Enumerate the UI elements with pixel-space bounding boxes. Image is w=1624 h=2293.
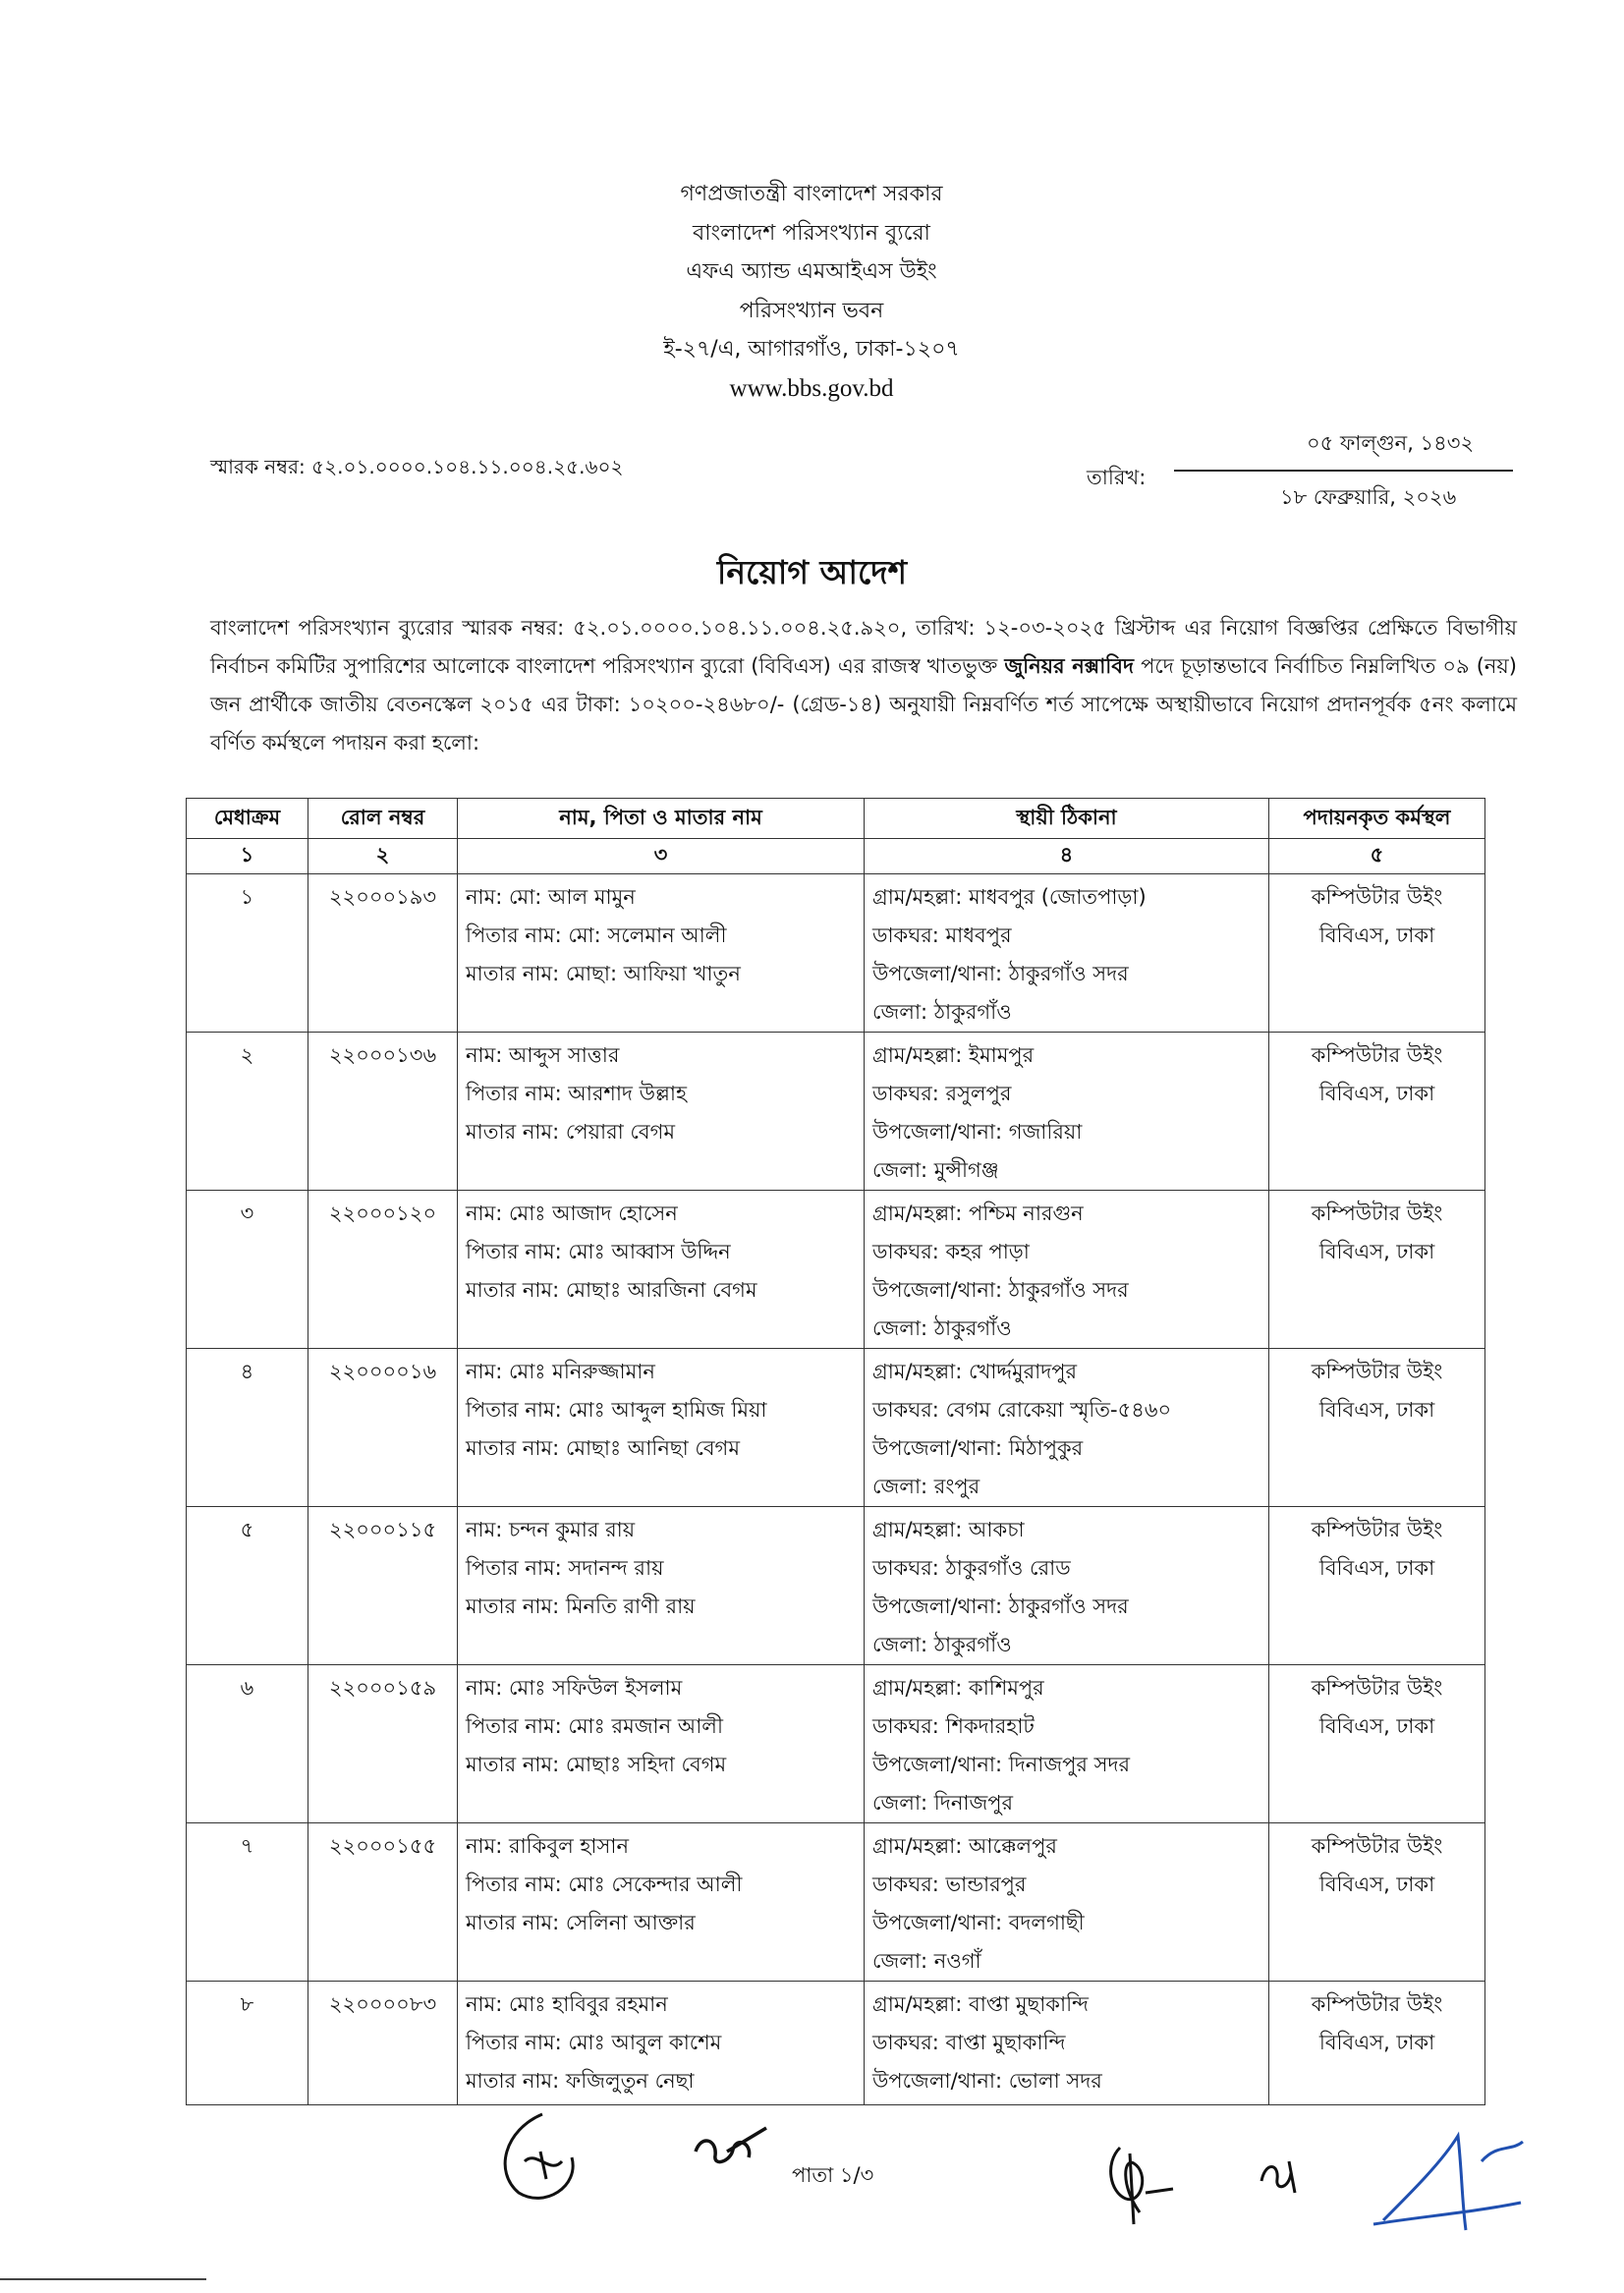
cell-roll: ২২০০০১৫৯ [308, 1665, 458, 1823]
header-merit: মেধাক্রম [187, 799, 308, 839]
workplace-office: বিবিএস, ঢাকা [1318, 1873, 1435, 1896]
address-district: জেলা: নওগাঁ [872, 1949, 981, 1973]
address-post-office: ডাকঘর: শিকদারহাট [872, 1714, 1035, 1738]
cell-address [865, 1982, 1269, 2105]
bottom-edge-line [0, 2278, 206, 2280]
candidate-name: নাম: মো: আল মামুন [466, 885, 636, 909]
workplace-office: বিবিএস, ঢাকা [1318, 2031, 1435, 2054]
blue-signature [1364, 2122, 1531, 2240]
header-line-bureau: বাংলাদেশ পরিসংখ্যান ব্যুরো [693, 220, 930, 246]
candidate-name: নাম: মোঃ মনিরুজ্জামান [466, 1360, 655, 1383]
candidate-name: নাম: মোঃ আজাদ হোসেন [466, 1202, 678, 1225]
appointment-table [186, 798, 1485, 2105]
workplace-office: বিবিএস, ঢাকা [1318, 1714, 1435, 1738]
memo-label: স্মারক নম্বর: [210, 455, 306, 478]
cell-merit: ৪ [187, 1349, 308, 1507]
cell-merit: ৬ [187, 1665, 308, 1823]
cell-workplace [1269, 1033, 1485, 1191]
cell-names [458, 1982, 865, 2105]
col-number: ১ [187, 839, 308, 874]
address-upazila: উপজেলা/থানা: বদলগাছী [872, 1911, 1085, 1934]
cell-names [458, 1033, 865, 1191]
address-upazila: উপজেলা/থানা: ঠাকুরগাঁও সদর [872, 1278, 1129, 1302]
intro-text-1: বাংলাদেশ পরিসংখ্যান ব্যুরোর স্মারক নম্বর: ৫২.০১.০০০০.১০৪.১১.০০৪.২৫.৯২০, তারিখ: ১২-০৩-২০২৫ খ্রিস্টাব্দ এর নিয়োগ বিজ্ঞপ্তির প্রেক্ষিতে বিভাগীয় নির্বাচন কমিটির সুপারিশের আলোকে বাংলাদেশ পরিসংখ্যান ব্যুরো (বিবিএস) এর রাজস্ব খাতভুক্ত [210, 616, 1517, 678]
father-name: পিতার নাম: মোঃ রমজান আলী [466, 1714, 723, 1738]
cell-workplace [1269, 1507, 1485, 1665]
col-number: ৩ [458, 839, 865, 874]
candidate-name: নাম: মোঃ হাবিবুর রহমান [466, 1992, 668, 2016]
address-upazila: উপজেলা/থানা: ঠাকুরগাঁও সদর [872, 1594, 1129, 1618]
header-address: স্থায়ী ঠিকানা [865, 799, 1269, 839]
workplace-wing: কম্পিউটার উইং [1311, 1202, 1443, 1225]
cell-roll: ২২০০০০১৬ [308, 1349, 458, 1507]
cell-address [865, 1507, 1269, 1665]
candidate-name: নাম: রাকিবুল হাসান [466, 1834, 630, 1858]
father-name: পিতার নাম: মোঃ আব্বাস উদ্দিন [466, 1240, 731, 1263]
intro-post-name: জুনিয়র নক্সাবিদ [1004, 654, 1135, 678]
cell-merit: ৩ [187, 1191, 308, 1349]
cell-address [865, 874, 1269, 1033]
cell-workplace [1269, 874, 1485, 1033]
cell-address [865, 1665, 1269, 1823]
workplace-wing: কম্পিউটার উইং [1311, 1043, 1443, 1067]
address-upazila: উপজেলা/থানা: দিনাজপুর সদর [872, 1753, 1131, 1776]
cell-merit: ৮ [187, 1982, 308, 2105]
address-post-office: ডাকঘর: রসুলপুর [872, 1082, 1012, 1105]
father-name: পিতার নাম: মোঃ আবুল কাশেম [466, 2031, 722, 2054]
date-label: তারিখ: [1087, 466, 1147, 489]
page-title: নিয়োগ আদেশ [716, 553, 908, 591]
header-workplace: পদায়নকৃত কর্মস্থল [1269, 799, 1485, 839]
address-village: গ্রাম/মহল্লা: আকচা [872, 1518, 1025, 1541]
address-village: গ্রাম/মহল্লা: খোর্দ্দমুরাদপুর [872, 1360, 1078, 1383]
header-roll: রোল নম্বর [308, 799, 458, 839]
cell-names [458, 874, 865, 1033]
cell-workplace [1269, 1665, 1485, 1823]
father-name: পিতার নাম: সদানন্দ রায় [466, 1556, 664, 1580]
workplace-wing: কম্পিউটার উইং [1311, 1992, 1443, 2016]
candidate-name: নাম: চন্দন কুমার রায় [466, 1518, 636, 1541]
mother-name: মাতার নাম: ফজিলুতুন নেছা [466, 2069, 695, 2093]
cell-names [458, 1349, 865, 1507]
address-village: গ্রাম/মহল্লা: পশ্চিম নারগুন [872, 1202, 1084, 1225]
address-post-office: ডাকঘর: কহর পাড়া [872, 1240, 1030, 1263]
address-village: গ্রাম/মহল্লা: ইমামপুর [872, 1043, 1035, 1067]
cell-roll: ২২০০০১৫৫ [308, 1823, 458, 1982]
address-post-office: ডাকঘর: বাপ্তা মুছাকান্দি [872, 2031, 1066, 2054]
workplace-office: বিবিএস, ঢাকা [1318, 1082, 1435, 1105]
col-number: ২ [308, 839, 458, 874]
workplace-office: বিবিএস, ঢাকা [1318, 1556, 1435, 1580]
cell-names [458, 1507, 865, 1665]
cell-merit: ১ [187, 874, 308, 1033]
office-header [419, 175, 1204, 408]
initial-signature-1 [485, 2102, 603, 2210]
column-number-row [187, 839, 1485, 874]
cell-address [865, 1033, 1269, 1191]
cell-address [865, 1823, 1269, 1982]
cell-names [458, 1823, 865, 1982]
address-post-office: ডাকঘর: ঠাকুরগাঁও রোড [872, 1556, 1071, 1580]
table-row [187, 1349, 1485, 1507]
cell-roll: ২২০০০০৮৩ [308, 1982, 458, 2105]
father-name: পিতার নাম: আরশাদ উল্লাহ [466, 1082, 688, 1105]
address-district: জেলা: ঠাকুরগাঁও [872, 1000, 1012, 1024]
address-village: গ্রাম/মহল্লা: আক্কেলপুর [872, 1834, 1057, 1858]
initial-signature-4 [1256, 2152, 1305, 2201]
candidate-name: নাম: আব্দুস সাত্তার [466, 1043, 620, 1067]
header-line-wing: এফএ অ্যান্ড এমআইএস উইং [686, 259, 937, 284]
workplace-wing: কম্পিউটার উইং [1311, 1676, 1443, 1700]
mother-name: মাতার নাম: মোছাঃ সহিদা বেগম [466, 1753, 727, 1776]
table-row [187, 1191, 1485, 1349]
col-number: ৫ [1269, 839, 1485, 874]
address-district: জেলা: মুন্সীগঞ্জ [872, 1158, 999, 1182]
address-upazila: উপজেলা/থানা: মিঠাপুকুর [872, 1436, 1084, 1460]
address-district: জেলা: ঠাকুরগাঁও [872, 1633, 1012, 1656]
address-village: গ্রাম/মহল্লা: মাধবপুর (জোতপাড়া) [872, 885, 1147, 909]
cell-names [458, 1191, 865, 1349]
mother-name: মাতার নাম: সেলিনা আক্তার [466, 1911, 696, 1934]
address-upazila: উপজেলা/থানা: ভোলা সদর [872, 2069, 1102, 2093]
cell-address [865, 1349, 1269, 1507]
mother-name: মাতার নাম: মোছাঃ আনিছা বেগম [466, 1436, 740, 1460]
workplace-wing: কম্পিউটার উইং [1311, 1360, 1443, 1383]
col-number: ৪ [865, 839, 1269, 874]
header-line-govt: গণপ্রজাতন্ত্রী বাংলাদেশ সরকার [680, 182, 943, 206]
date-gregorian: ১৮ ফেব্রুয়ারি, ২০২৬ [1280, 485, 1457, 509]
table-row [187, 1665, 1485, 1823]
table-row [187, 874, 1485, 1033]
address-post-office: ডাকঘর: মাধবপুর [872, 923, 1012, 947]
cell-roll: ২২০০০১১৫ [308, 1507, 458, 1665]
address-district: জেলা: রংপুর [872, 1475, 980, 1498]
mother-name: মাতার নাম: মোছাঃ আরজিনা বেগম [466, 1278, 757, 1302]
page-number: পাতা ১/৩ [792, 2163, 874, 2187]
mother-name: মাতার নাম: মোছা: আফিয়া খাতুন [466, 962, 741, 985]
table-header-row [187, 799, 1485, 839]
header-line-building: পরিসংখ্যান ভবন [739, 298, 884, 323]
workplace-office: বিবিএস, ঢাকা [1318, 1398, 1435, 1422]
address-district: জেলা: ঠাকুরগাঁও [872, 1316, 1012, 1340]
cell-workplace [1269, 1191, 1485, 1349]
mother-name: মাতার নাম: পেয়ারা বেগম [466, 1120, 676, 1144]
table-row [187, 1823, 1485, 1982]
address-district: জেলা: দিনাজপুর [872, 1791, 1014, 1815]
workplace-wing: কম্পিউটার উইং [1311, 885, 1443, 909]
workplace-wing: কম্পিউটার উইং [1311, 1518, 1443, 1541]
table-row [187, 1033, 1485, 1191]
mother-name: মাতার নাম: মিনতি রাণী রায় [466, 1594, 696, 1618]
address-village: গ্রাম/মহল্লা: কাশিমপুর [872, 1676, 1044, 1700]
memo-value: ৫২.০১.০০০০.১০৪.১১.০০৪.২৫.৬০২ [311, 455, 624, 478]
workplace-wing: কম্পিউটার উইং [1311, 1834, 1443, 1858]
cell-merit: ৫ [187, 1507, 308, 1665]
intro-paragraph [210, 609, 1517, 762]
father-name: পিতার নাম: মো: সলেমান আলী [466, 923, 727, 947]
address-upazila: উপজেলা/থানা: গজারিয়া [872, 1120, 1083, 1144]
address-village: গ্রাম/মহল্লা: বাপ্তা মুছাকান্দি [872, 1992, 1089, 2016]
address-post-office: ডাকঘর: বেগম রোকেয়া স্মৃতি-৫৪৬০ [872, 1398, 1172, 1422]
cell-workplace [1269, 1349, 1485, 1507]
memo-number [210, 453, 624, 485]
initial-signature-3 [1091, 2134, 1179, 2232]
cell-roll: ২২০০০১৩৬ [308, 1033, 458, 1191]
date-bangla: ০৫ ফাল্গুন, ১৪৩২ [1307, 431, 1475, 455]
father-name: পিতার নাম: মোঃ আব্দুল হামিজ মিয়া [466, 1398, 767, 1422]
cell-merit: ৭ [187, 1823, 308, 1982]
address-upazila: উপজেলা/থানা: ঠাকুরগাঁও সদর [872, 962, 1129, 985]
table-row [187, 1507, 1485, 1665]
initial-signature-2 [688, 2122, 776, 2181]
header-website: www.bbs.gov.bd [729, 374, 894, 402]
cell-names [458, 1665, 865, 1823]
cell-roll: ২২০০০১২০ [308, 1191, 458, 1349]
cell-merit: ২ [187, 1033, 308, 1191]
workplace-office: বিবিএস, ঢাকা [1318, 923, 1435, 947]
header-line-address: ই-২৭/এ, আগারগাঁও, ঢাকা-১২০৭ [663, 337, 960, 362]
cell-workplace [1269, 1982, 1485, 2105]
cell-roll: ২২০০০১৯৩ [308, 874, 458, 1033]
workplace-office: বিবিএস, ঢাকা [1318, 1240, 1435, 1263]
cell-address [865, 1191, 1269, 1349]
header-name: নাম, পিতা ও মাতার নাম [458, 799, 865, 839]
candidate-name: নাম: মোঃ সফিউল ইসলাম [466, 1676, 683, 1700]
table-row [187, 1982, 1485, 2105]
address-post-office: ডাকঘর: ভান্ডারপুর [872, 1873, 1027, 1896]
intro-text-2: পদে চূড়ান্তভাবে নির্বাচিত নিম্নলিখিত ০৯ (নয়) জন প্রার্থীকে জাতীয় বেতনস্কেল ২০১৫ এর টাকা: ১০২০০-২৪৬৮০/- (গ্রেড-১৪) অনুযায়ী নিম্নবর্ণিত শর্ত সাপেক্ষে অস্থায়ীভাবে নিয়োগ প্রদানপূর্বক ৫নং কলামে বর্ণিত কর্মস্থলে পদায়ন করা হলো: [210, 654, 1517, 755]
cell-workplace [1269, 1823, 1485, 1982]
father-name: পিতার নাম: মোঃ সেকেন্দার আলী [466, 1873, 743, 1896]
date-divider [1174, 470, 1513, 472]
